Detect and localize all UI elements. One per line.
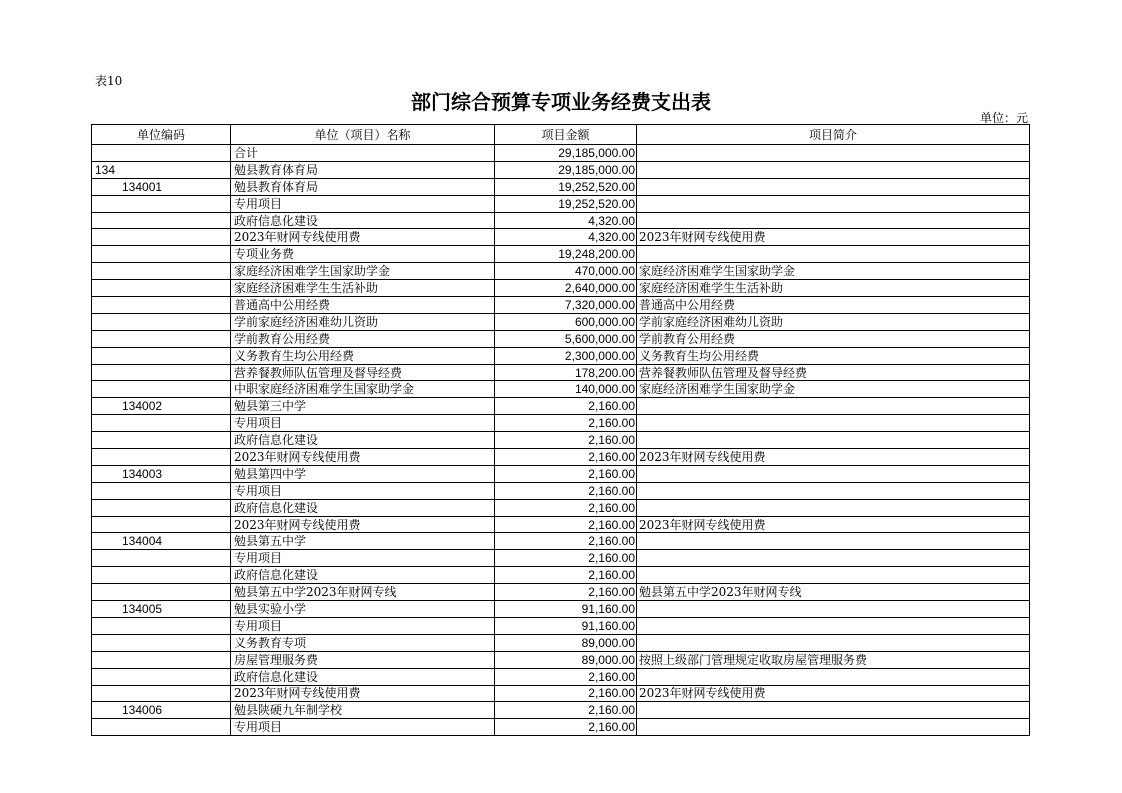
- description-cell: [637, 482, 1030, 499]
- table-row: [92, 432, 1030, 449]
- page-title: 部门综合预算专项业务经费支出表: [411, 90, 711, 114]
- amount-cell: 2,160.00: [495, 685, 637, 702]
- unit-code-cell: 134: [92, 161, 231, 178]
- unit-name-cell: 专用项目: [231, 482, 495, 499]
- description-cell: [637, 398, 1030, 415]
- amount-cell: 19,252,520.00: [495, 178, 637, 195]
- unit-code-cell: 134002: [92, 398, 231, 415]
- table-row: [92, 297, 1030, 314]
- description-cell: 2023年财网专线使用费: [637, 449, 1030, 466]
- unit-name-cell: 2023年财网专线使用费: [231, 449, 495, 466]
- description-cell: [637, 178, 1030, 195]
- table-row: [92, 229, 1030, 246]
- table-row: [92, 364, 1030, 381]
- unit-code-cell: [92, 449, 231, 466]
- table-row: [92, 449, 1030, 466]
- unit-name-cell: 专用项目: [231, 415, 495, 432]
- unit-name-cell: 专用项目: [231, 719, 495, 736]
- unit-code-cell: [92, 347, 231, 364]
- unit-code-cell: [92, 584, 231, 601]
- unit-code-cell: [92, 550, 231, 567]
- table-row: [92, 246, 1030, 263]
- unit-code-cell: [92, 668, 231, 685]
- unit-name-cell: 专用项目: [231, 617, 495, 634]
- unit-code-cell: [92, 297, 231, 314]
- unit-code-cell: [92, 634, 231, 651]
- description-cell: [637, 533, 1030, 550]
- table-row: [92, 465, 1030, 482]
- description-cell: 学前家庭经济困难幼儿资助: [637, 313, 1030, 330]
- unit-name-cell: 2023年财网专线使用费: [231, 516, 495, 533]
- table-number: 表10: [95, 74, 123, 88]
- amount-cell: 2,160.00: [495, 432, 637, 449]
- table-row: [92, 550, 1030, 567]
- unit-label: 单位：元: [980, 111, 1029, 125]
- amount-cell: 89,000.00: [495, 634, 637, 651]
- table-row: [92, 702, 1030, 719]
- unit-name-cell: 专项业务费: [231, 246, 495, 263]
- unit-code-cell: [92, 313, 231, 330]
- amount-cell: 2,160.00: [495, 550, 637, 567]
- table-row: [92, 482, 1030, 499]
- unit-name-cell: 勉县第三中学: [231, 398, 495, 415]
- amount-cell: 600,000.00: [495, 313, 637, 330]
- description-cell: 按照上级部门管理规定收取房屋管理服务费: [637, 651, 1030, 668]
- table-row: [92, 263, 1030, 280]
- amount-cell: 2,160.00: [495, 668, 637, 685]
- amount-cell: 4,320.00: [495, 212, 637, 229]
- unit-code-cell: [92, 719, 231, 736]
- unit-code-cell: [92, 229, 231, 246]
- amount-cell: 7,320,000.00: [495, 297, 637, 314]
- unit-name-cell: 义务教育专项: [231, 634, 495, 651]
- unit-code-cell: [92, 499, 231, 516]
- description-cell: [637, 702, 1030, 719]
- header-amount: 项目金额: [495, 125, 637, 145]
- unit-name-cell: 专用项目: [231, 195, 495, 212]
- table-row: [92, 651, 1030, 668]
- description-cell: [637, 634, 1030, 651]
- amount-cell: 2,160.00: [495, 449, 637, 466]
- unit-name-cell: 勉县陕硬九年制学校: [231, 702, 495, 719]
- unit-code-cell: 134006: [92, 702, 231, 719]
- unit-code-cell: [92, 145, 231, 162]
- unit-code-cell: 134004: [92, 533, 231, 550]
- unit-code-cell: [92, 330, 231, 347]
- unit-name-cell: 勉县实验小学: [231, 601, 495, 618]
- description-cell: [637, 465, 1030, 482]
- description-cell: 勉县第五中学2023年财网专线: [637, 584, 1030, 601]
- unit-name-cell: 政府信息化建设: [231, 432, 495, 449]
- table-row: [92, 668, 1030, 685]
- table-row: [92, 178, 1030, 195]
- unit-code-cell: [92, 263, 231, 280]
- budget-table: [91, 124, 1030, 736]
- header-unit-name: 单位（项目）名称: [231, 125, 495, 145]
- amount-cell: 2,160.00: [495, 702, 637, 719]
- table-row: [92, 280, 1030, 297]
- amount-cell: 2,160.00: [495, 415, 637, 432]
- unit-name-cell: 合计: [231, 145, 495, 162]
- unit-name-cell: 普通高中公用经费: [231, 297, 495, 314]
- amount-cell: 140,000.00: [495, 381, 637, 398]
- description-cell: 义务教育生均公用经费: [637, 347, 1030, 364]
- description-cell: 学前教育公用经费: [637, 330, 1030, 347]
- amount-cell: 2,160.00: [495, 719, 637, 736]
- unit-code-cell: [92, 432, 231, 449]
- unit-name-cell: 政府信息化建设: [231, 499, 495, 516]
- amount-cell: 29,185,000.00: [495, 161, 637, 178]
- table-row: [92, 212, 1030, 229]
- amount-cell: 91,160.00: [495, 601, 637, 618]
- amount-cell: 2,640,000.00: [495, 280, 637, 297]
- unit-name-cell: 政府信息化建设: [231, 668, 495, 685]
- unit-code-cell: [92, 212, 231, 229]
- unit-code-cell: [92, 415, 231, 432]
- description-cell: 普通高中公用经费: [637, 297, 1030, 314]
- description-cell: 2023年财网专线使用费: [637, 685, 1030, 702]
- unit-code-cell: 134001: [92, 178, 231, 195]
- description-cell: [637, 719, 1030, 736]
- header-row: [92, 125, 1030, 145]
- amount-cell: 91,160.00: [495, 617, 637, 634]
- description-cell: [637, 550, 1030, 567]
- unit-name-cell: 中职家庭经济困难学生国家助学金: [231, 381, 495, 398]
- unit-name-cell: 家庭经济困难学生生活补助: [231, 280, 495, 297]
- amount-cell: 5,600,000.00: [495, 330, 637, 347]
- description-cell: [637, 567, 1030, 584]
- table-row: [92, 617, 1030, 634]
- amount-cell: 2,160.00: [495, 465, 637, 482]
- description-cell: [637, 145, 1030, 162]
- header-description: 项目简介: [637, 125, 1030, 145]
- unit-name-cell: 专用项目: [231, 550, 495, 567]
- unit-name-cell: 义务教育生均公用经费: [231, 347, 495, 364]
- amount-cell: 4,320.00: [495, 229, 637, 246]
- description-cell: [637, 161, 1030, 178]
- amount-cell: 89,000.00: [495, 651, 637, 668]
- table-row: [92, 719, 1030, 736]
- unit-code-cell: 134003: [92, 465, 231, 482]
- unit-name-cell: 勉县第五中学: [231, 533, 495, 550]
- table-row: [92, 195, 1030, 212]
- description-cell: 营养餐教师队伍管理及督导经费: [637, 364, 1030, 381]
- amount-cell: 178,200.00: [495, 364, 637, 381]
- description-cell: 2023年财网专线使用费: [637, 229, 1030, 246]
- table-row: [92, 567, 1030, 584]
- description-cell: [637, 432, 1030, 449]
- description-cell: 2023年财网专线使用费: [637, 516, 1030, 533]
- unit-name-cell: 政府信息化建设: [231, 212, 495, 229]
- description-cell: 家庭经济困难学生国家助学金: [637, 263, 1030, 280]
- description-cell: [637, 668, 1030, 685]
- unit-name-cell: 营养餐教师队伍管理及督导经费: [231, 364, 495, 381]
- description-cell: [637, 601, 1030, 618]
- header-unit-code: 单位编码: [92, 125, 231, 145]
- unit-code-cell: 134005: [92, 601, 231, 618]
- amount-cell: 2,300,000.00: [495, 347, 637, 364]
- unit-name-cell: 2023年财网专线使用费: [231, 685, 495, 702]
- description-cell: [637, 246, 1030, 263]
- table-row: [92, 330, 1030, 347]
- unit-code-cell: [92, 516, 231, 533]
- unit-code-cell: [92, 482, 231, 499]
- unit-code-cell: [92, 685, 231, 702]
- unit-name-cell: 学前家庭经济困难幼儿资助: [231, 313, 495, 330]
- description-cell: 家庭经济困难学生生活补助: [637, 280, 1030, 297]
- table-row: [92, 347, 1030, 364]
- table-row: [92, 381, 1030, 398]
- amount-cell: 2,160.00: [495, 398, 637, 415]
- table-row: [92, 145, 1030, 162]
- table-row: [92, 601, 1030, 618]
- unit-code-cell: [92, 381, 231, 398]
- unit-code-cell: [92, 280, 231, 297]
- unit-name-cell: 勉县第五中学2023年财网专线: [231, 584, 495, 601]
- amount-cell: 19,252,520.00: [495, 195, 637, 212]
- unit-name-cell: 家庭经济困难学生国家助学金: [231, 263, 495, 280]
- unit-code-cell: [92, 195, 231, 212]
- table-row: [92, 313, 1030, 330]
- amount-cell: 2,160.00: [495, 516, 637, 533]
- unit-name-cell: 学前教育公用经费: [231, 330, 495, 347]
- amount-cell: 2,160.00: [495, 482, 637, 499]
- description-cell: [637, 195, 1030, 212]
- amount-cell: 29,185,000.00: [495, 145, 637, 162]
- table-row: [92, 415, 1030, 432]
- amount-cell: 2,160.00: [495, 499, 637, 516]
- unit-name-cell: 勉县教育体育局: [231, 161, 495, 178]
- amount-cell: 2,160.00: [495, 533, 637, 550]
- unit-code-cell: [92, 617, 231, 634]
- amount-cell: 2,160.00: [495, 567, 637, 584]
- unit-name-cell: 房屋管理服务费: [231, 651, 495, 668]
- table-row: [92, 634, 1030, 651]
- unit-code-cell: [92, 364, 231, 381]
- unit-code-cell: [92, 246, 231, 263]
- amount-cell: 470,000.00: [495, 263, 637, 280]
- description-cell: 家庭经济困难学生国家助学金: [637, 381, 1030, 398]
- unit-name-cell: 勉县第四中学: [231, 465, 495, 482]
- amount-cell: 2,160.00: [495, 584, 637, 601]
- table-row: [92, 161, 1030, 178]
- description-cell: [637, 499, 1030, 516]
- unit-name-cell: 2023年财网专线使用费: [231, 229, 495, 246]
- unit-name-cell: 政府信息化建设: [231, 567, 495, 584]
- table-row: [92, 584, 1030, 601]
- table-header: [92, 125, 1030, 145]
- table-row: [92, 685, 1030, 702]
- unit-code-cell: [92, 567, 231, 584]
- table-body: [92, 145, 1030, 736]
- unit-code-cell: [92, 651, 231, 668]
- amount-cell: 19,248,200.00: [495, 246, 637, 263]
- table-row: [92, 533, 1030, 550]
- table-row: [92, 499, 1030, 516]
- table-row: [92, 516, 1030, 533]
- description-cell: [637, 212, 1030, 229]
- description-cell: [637, 617, 1030, 634]
- description-cell: [637, 415, 1030, 432]
- unit-name-cell: 勉县教育体育局: [231, 178, 495, 195]
- table-row: [92, 398, 1030, 415]
